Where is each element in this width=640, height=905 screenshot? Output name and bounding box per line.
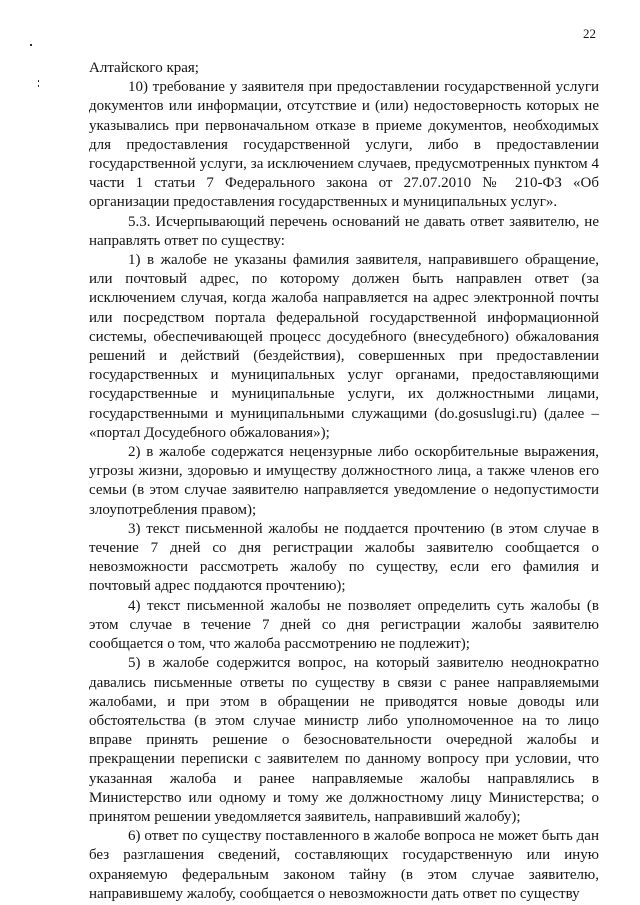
paragraph-item-10: 10) требование у заявителя при предоставлении государственной услуги документов или информации, отсутствие и (или) недостоверность которых не указывались при первоначальном отказе в приеме документов, необходимых для предоставления государственной услуги, либо в предоставлении государственной услуги, за исключением случаев, предусмотренных пунктом 4 части 1 статьи 7 Федерального закона от 27.07.2010 № 210-ФЗ «Об организации предоставления государственных и муниципальных услуг».	[89, 79, 599, 211]
paragraph-item-5: 5) в жалобе содержится вопрос, на который заявителю неоднократно давались письменные ответы по существу в связи с ранее направляемыми жалобами, и при этом в обращении не приводятся новые доводы или обстоятельства (в этом случае министр либо уполномоченное на то лицо вправе принять решение о безосновательности очередной жалобы и прекращении переписки с заявителем по данному вопросу при условии, что указанная жалоба и ранее направляемые жалобы направлялись в Министерство или одному и тому же должностному лицу Министерства; о принятом решении уведомляется заявитель, направивший жалобу);	[89, 655, 599, 825]
paragraph-item-6: 6) ответ по существу поставленного в жалобе вопроса не может быть дан без разглашения сведений, составляющих государственную или иную охраняемую федеральным законом тайну (в этом случае заявителю, направившему жалобу, сообщается о невозможности дать ответ по существу	[89, 828, 599, 902]
paragraph-continuation: Алтайского края;	[89, 60, 199, 76]
paragraph-item-1: 1) в жалобе не указаны фамилия заявителя, направившего обращение, или почтовый адрес, по которому должен быть направлен ответ (за исключением случая, когда жалоба направляется на адрес электронной почты или посредством портала федеральной государственной информационной системы, обеспечивающей процесс досудебного (внесудебного) обжалования решений и действий (бездействия), совершенных при предоставлении государственных и муниципальных услуг органами, предоставляющими государственные и муниципальные услуги, их должностными лицами, государственными и муниципальными служащими (do.gosuslugi.ru) (далее – «портал Досудебного обжалования»);	[89, 252, 599, 441]
scan-speck	[38, 80, 39, 82]
page-number: 22	[583, 26, 596, 41]
document-body	[89, 59, 599, 904]
paragraph-section-5-3: 5.3. Исчерпывающий перечень оснований не давать ответ заявителю, не направлять ответ по существу:	[89, 213, 599, 249]
paragraph-item-4: 4) текст письменной жалобы не позволяет определить суть жалобы (в этом случае в течение 7 дней со дня регистрации жалобы заявителю сообщается о том, что жалоба рассмотрению не подлежит);	[89, 597, 599, 653]
paragraph-item-2: 2) в жалобе содержатся нецензурные либо оскорбительные выражения, угрозы жизни, здоровью и имуществу должностного лица, а также членов его семьи (в этом случае заявителю направляется уведомление о недопустимости злоупотребления правом);	[89, 444, 599, 518]
scan-speck	[30, 44, 32, 46]
paragraph-item-3: 3) текст письменной жалобы не поддается прочтению (в этом случае в течение 7 дней со дня регистрации жалобы заявителю сообщается о невозможности рассмотреть жалобу по существу, если его фамилия и почтовый адрес поддаются прочтению);	[89, 520, 599, 595]
scan-speck	[38, 85, 39, 87]
